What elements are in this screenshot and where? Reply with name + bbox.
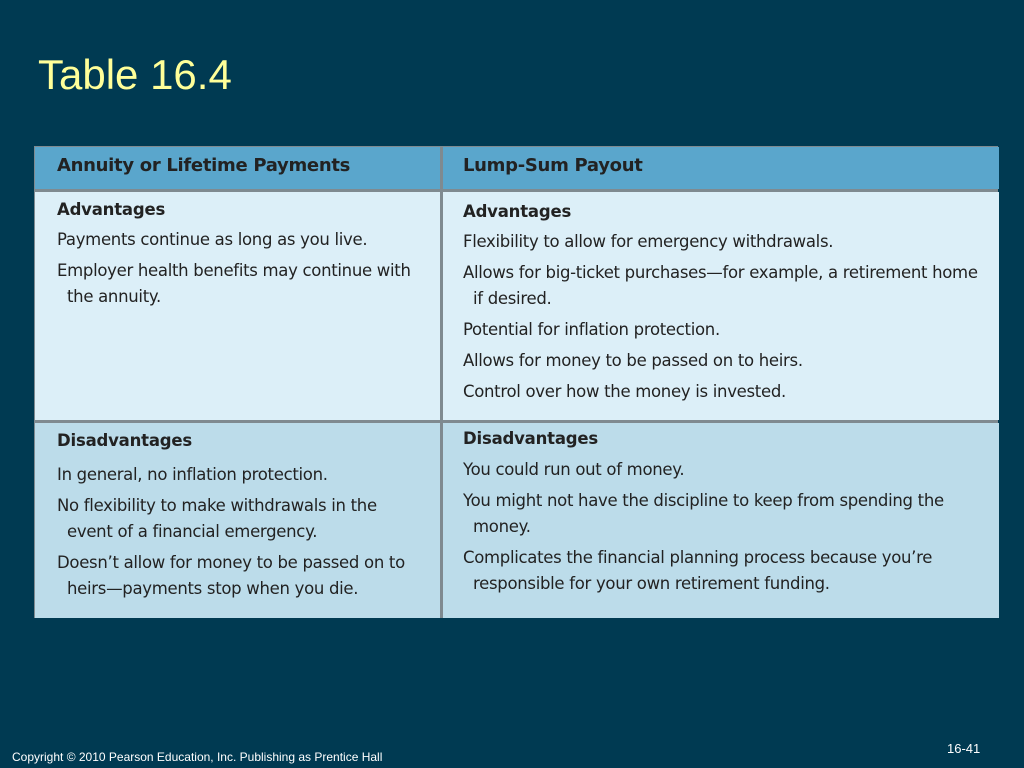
list-item: Allows for big-ticket purchases—for example, a retirement home if desired. <box>463 263 978 308</box>
list-item: Control over how the money is invested. <box>463 382 786 401</box>
list-item: You might not have the discipline to keep from spending the money. <box>463 491 944 536</box>
list-item: You could run out of money. <box>463 460 685 479</box>
lump-sum-disadvantages-cell <box>443 423 999 618</box>
list-item: Potential for inflation protection. <box>463 320 720 339</box>
list-item: Allows for money to be passed on to heirs. <box>463 351 803 370</box>
list-item: Flexibility to allow for emergency withdrawals. <box>463 232 834 251</box>
disadvantages-label: Disadvantages <box>57 431 192 450</box>
list-item: Employer health benefits may continue with the annuity. <box>57 261 411 306</box>
advantages-label: Advantages <box>463 202 572 221</box>
advantages-list <box>463 229 985 405</box>
list-item: No flexibility to make withdrawals in the event of a financial emergency. <box>57 496 377 541</box>
slide-number: 16-41 <box>947 741 981 756</box>
list-item: Doesn’t allow for money to be passed on to heirs—payments stop when you die. <box>57 553 405 598</box>
list-item: Complicates the financial planning process because you’re responsible for your own retirement funding. <box>463 548 933 593</box>
advantages-label: Advantages <box>57 200 166 219</box>
slide-title: Table 16.4 <box>38 51 232 98</box>
lump-sum-advantages-cell <box>443 192 999 420</box>
disadvantages-label: Disadvantages <box>463 429 598 448</box>
disadvantages-list <box>463 457 985 597</box>
comparison-table <box>34 146 998 618</box>
advantages-list <box>57 227 426 310</box>
column-header-annuity: Annuity or Lifetime Payments <box>35 147 440 189</box>
list-item: Payments continue as long as you live. <box>57 230 368 249</box>
disadvantages-list <box>57 462 426 602</box>
annuity-advantages-cell <box>35 192 440 420</box>
list-item: In general, no inflation protection. <box>57 465 328 484</box>
column-header-lump-sum: Lump-Sum Payout <box>443 147 999 189</box>
annuity-disadvantages-cell <box>35 423 440 618</box>
copyright-footer: Copyright © 2010 Pearson Education, Inc. Publishing as Prentice Hall <box>12 750 383 764</box>
